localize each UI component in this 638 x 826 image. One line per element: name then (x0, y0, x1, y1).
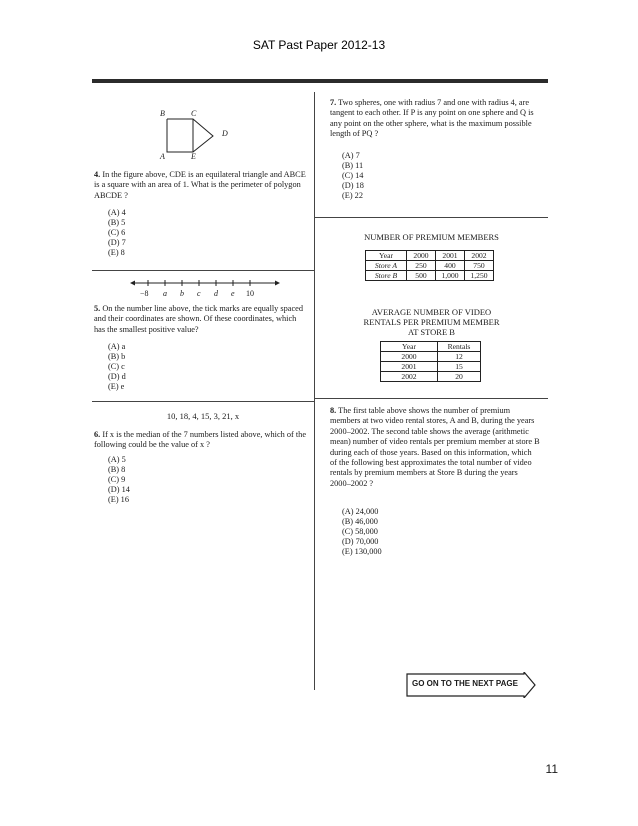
table2-cell: 15 (438, 362, 481, 372)
page-header: SAT Past Paper 2012-13 (252, 38, 386, 52)
table1-cell: Store B (366, 271, 407, 281)
go-on-banner (406, 672, 536, 698)
table2-cell: 20 (438, 372, 481, 382)
table1-header-row (366, 251, 494, 261)
column-divider (314, 92, 315, 690)
q4-label-a: A (160, 152, 165, 161)
table2-cell: 2001 (381, 362, 438, 372)
table2-title-line: AT STORE B (408, 327, 455, 337)
q4-choice-a[interactable]: (A) 4 (108, 208, 126, 217)
q5-choice-c[interactable]: (C) c (108, 362, 125, 371)
table1-title: NUMBER OF PREMIUM MEMBERS (364, 232, 499, 242)
q5-tick-d: d (214, 289, 218, 298)
table1-cell: 400 (436, 261, 465, 271)
table1-cell: 750 (465, 261, 494, 271)
q4-choice-c[interactable]: (C) 6 (108, 228, 126, 237)
table1-cell: 500 (407, 271, 436, 281)
q8-number: 8. (330, 406, 337, 415)
table2-title-line: RENTALS PER PREMIUM MEMBER (363, 317, 500, 327)
table1 (365, 250, 494, 281)
divider-tables-q8 (315, 398, 548, 399)
q5-text (94, 304, 306, 335)
q4-choice-b[interactable]: (B) 5 (108, 218, 126, 227)
q8-choice-b[interactable]: (B) 46,000 (342, 517, 378, 526)
q7-choices (342, 151, 364, 201)
table1-cell: Year (366, 251, 407, 261)
table1-cell: 1,000 (436, 271, 465, 281)
q7-choice-c[interactable]: (C) 14 (342, 171, 364, 180)
q5-stem: On the number line above, the tick marks are equally spaced and their coordinates are shown. Of these coordinates, which has the smallest positive value? (94, 304, 303, 334)
q8-choice-c[interactable]: (C) 58,000 (342, 527, 378, 536)
table2-row (381, 362, 481, 372)
q5-tick-a: a (163, 289, 167, 298)
q6-choice-a[interactable]: (A) 5 (108, 455, 126, 464)
q6-choice-d[interactable]: (D) 14 (108, 485, 130, 494)
q8-choice-a[interactable]: (A) 24,000 (342, 507, 379, 516)
table2-row (381, 372, 481, 382)
q5-tick-10: 10 (246, 289, 254, 298)
q6-choice-e[interactable]: (E) 16 (108, 495, 129, 504)
q8-choice-d[interactable]: (D) 70,000 (342, 537, 379, 546)
q5-tick-c: c (197, 289, 201, 298)
table2-cell: 12 (438, 352, 481, 362)
go-on-text: GO ON TO THE NEXT PAGE (412, 679, 518, 688)
table2-cell: Year (381, 342, 438, 352)
q5-number-line (130, 277, 280, 289)
q7-number: 7. (330, 98, 337, 107)
q8-stem: The first table above shows the number of premium members at two video rental stores, A and B, during the years 2000–2002. The second table shows the average (arithmetic mean) number of video rentals per premium member at store B during each of those years. Based on this information, which of the following best approximates the total number of video rentals by premium members at Store B during the years 2000–2002 ? (330, 406, 540, 488)
divider-q7-tables (315, 217, 548, 218)
q5-tick-e: e (231, 289, 235, 298)
q4-choice-e[interactable]: (E) 8 (108, 248, 125, 257)
q7-choice-a[interactable]: (A) 7 (342, 151, 360, 160)
q5-choice-b[interactable]: (B) b (108, 352, 126, 361)
table2-title-line: AVERAGE NUMBER OF VIDEO (371, 307, 492, 317)
q6-stem: If x is the median of the 7 numbers listed above, which of the following could be the value of x ? (94, 430, 306, 450)
table1-cell: Store A (366, 261, 407, 271)
q6-choice-b[interactable]: (B) 8 (108, 465, 126, 474)
top-rule (92, 79, 548, 83)
q5-choices (108, 342, 126, 392)
q5-choice-e[interactable]: (E) e (108, 382, 125, 391)
table1-cell: 2000 (407, 251, 436, 261)
q4-stem: In the figure above, CDE is an equilateral triangle and ABCE is a square with an area of 1. What is the perimeter of polygon ABCDE ? (94, 170, 306, 200)
q4-choice-d[interactable]: (D) 7 (108, 238, 126, 247)
table2-row (381, 352, 481, 362)
divider-q4-q5 (92, 270, 314, 271)
q4-number: 4. (94, 170, 101, 179)
q6-number: 6. (94, 430, 101, 439)
q6-choices (108, 455, 130, 505)
q5-choice-d[interactable]: (D) d (108, 372, 126, 381)
q4-label-d: D (222, 129, 228, 138)
q8-choice-e[interactable]: (E) 130,000 (342, 547, 382, 556)
q4-text (94, 170, 306, 201)
q7-choice-e[interactable]: (E) 22 (342, 191, 363, 200)
q6-text (94, 430, 306, 451)
q4-label-b: B (160, 109, 165, 118)
table2-cell: Rentals (438, 342, 481, 352)
q4-choices (108, 208, 126, 258)
table2 (380, 341, 481, 382)
table2-header-row (381, 342, 481, 352)
q8-text (330, 406, 540, 489)
table1-cell: 250 (407, 261, 436, 271)
q6-choice-c[interactable]: (C) 9 (108, 475, 126, 484)
table1-row (366, 271, 494, 281)
q7-text (330, 98, 540, 140)
table1-cell: 1,250 (465, 271, 494, 281)
q8-choices (342, 507, 382, 557)
q6-list: 10, 18, 4, 15, 3, 21, x (166, 411, 240, 421)
divider-q5-q6 (92, 401, 314, 402)
q4-polygon (167, 119, 213, 152)
q5-choice-a[interactable]: (A) a (108, 342, 126, 351)
table2-title (315, 307, 548, 337)
q5-tick-b: b (180, 289, 184, 298)
q7-choice-b[interactable]: (B) 11 (342, 161, 364, 170)
q5-number: 5. (94, 304, 101, 313)
table1-row (366, 261, 494, 271)
table2-cell: 2000 (381, 352, 438, 362)
q5-tick-neg8: −8 (140, 289, 149, 298)
q7-stem: Two spheres, one with radius 7 and one with radius 4, are tangent to each other. If P is any point on one sphere and Q is any point on the other sphere, what is the maximum possible length of PQ ? (330, 98, 534, 139)
table1-cell: 2001 (436, 251, 465, 261)
table1-cell: 2002 (465, 251, 494, 261)
q4-label-c: C (191, 109, 197, 118)
q7-choice-d[interactable]: (D) 18 (342, 181, 364, 190)
table2-cell: 2002 (381, 372, 438, 382)
page-number: 11 (545, 762, 558, 776)
q4-label-e: E (191, 152, 196, 161)
